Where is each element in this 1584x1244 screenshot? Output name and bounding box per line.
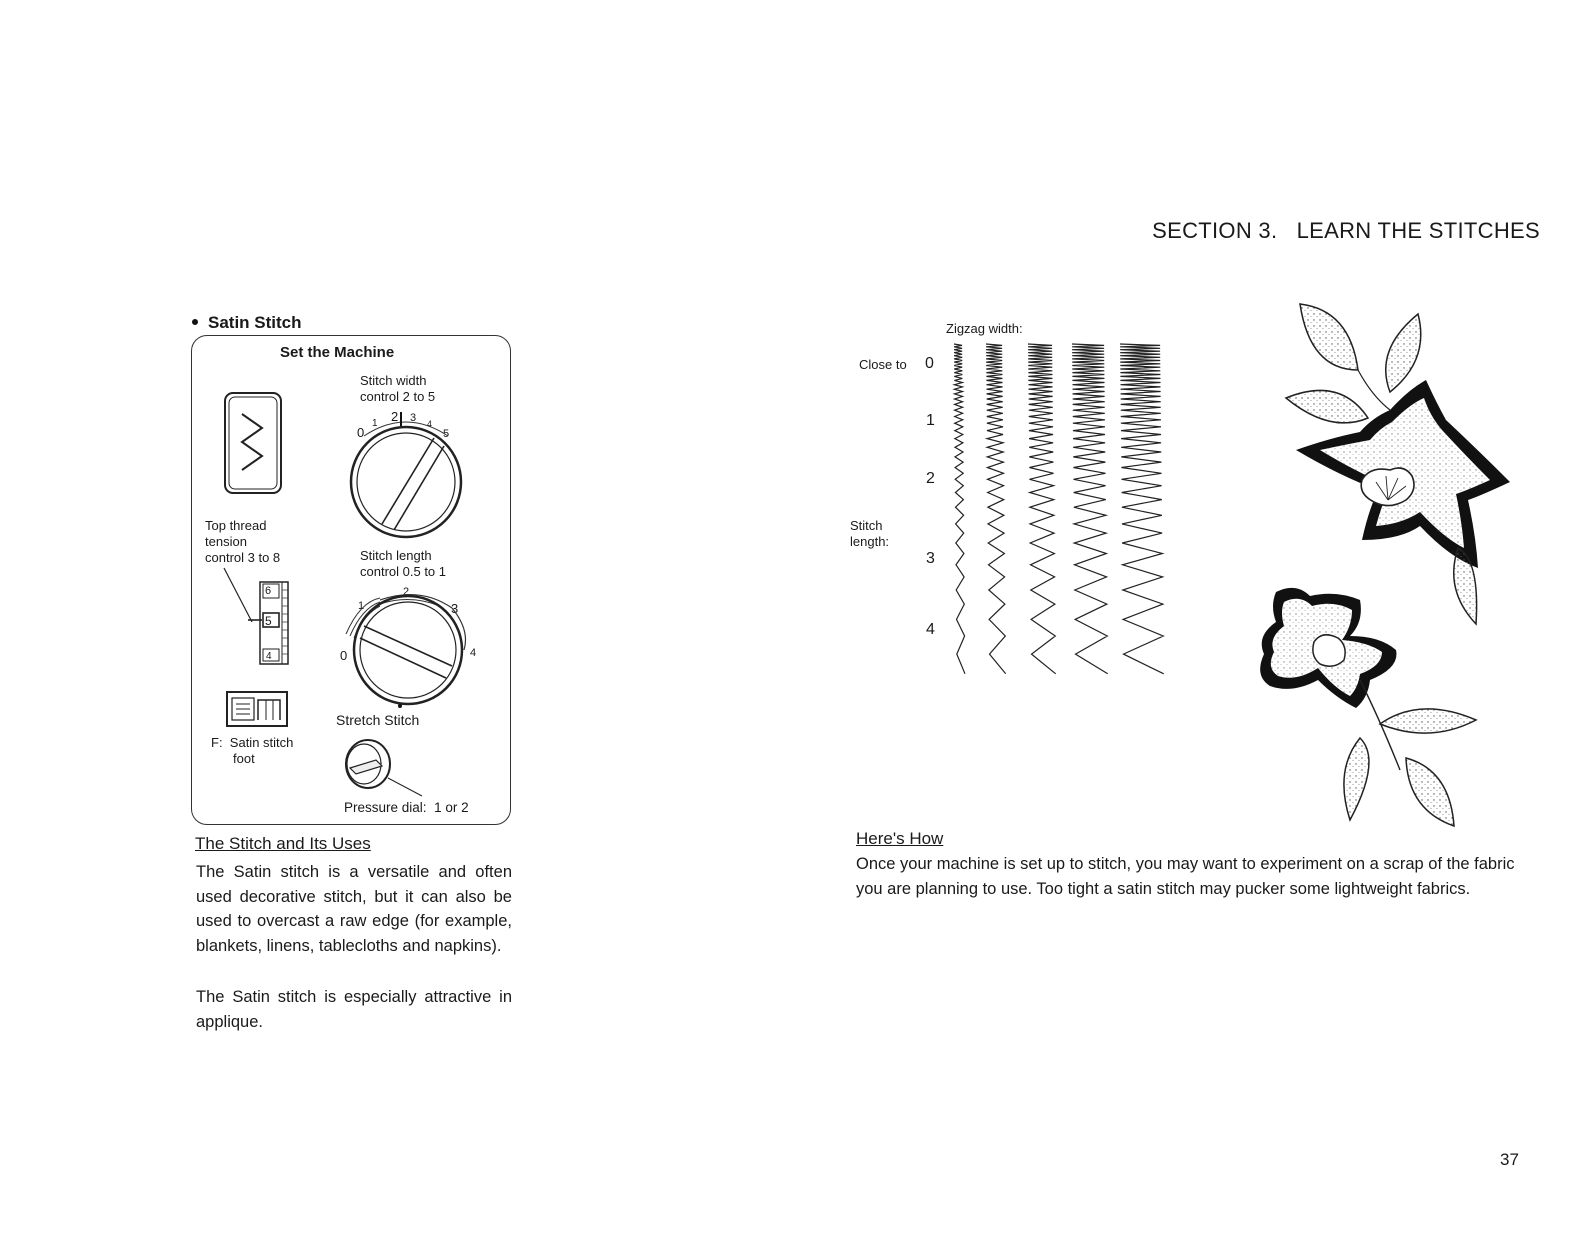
heading-text: Satin Stitch [208,313,302,332]
length-mark-0: 0 [340,648,348,663]
set-machine-title: Set the Machine [280,344,395,361]
uses-heading: The Stitch and Its Uses [195,834,371,853]
uses-paragraph-1: The Satin stitch is a versatile and often used decorative stitch, but it can also be used to overcast a raw edge (for example, blankets, linens, tablecloths and napkins). [196,863,512,955]
foot-label-2: foot [233,751,255,766]
section-header [1100,218,1540,244]
foot-label: F: Satin stitch [211,735,294,750]
width-mark-5: 5 [443,428,450,440]
length-mark-4: 4 [470,647,477,659]
length-row-4: 4 [926,621,935,638]
how-heading: Here's How [856,829,944,848]
length-row-0: 0 [925,355,934,372]
width-mark-0: 0 [357,425,365,440]
tension-control-icon [222,566,294,666]
width-mark-3: 3 [410,412,417,424]
tension-label: Top thread tension control 3 to 8 [205,518,281,565]
tension-number-6: 6 [265,585,272,597]
satin-stitch-heading [192,313,302,333]
length-row-1: 1 [926,412,935,429]
stitch-width-dial-icon [348,412,464,538]
how-paragraph: Once your machine is set up to stitch, you may want to experiment on a scrap of the fabric you are planning to use. Too tight a satin stitch may pucker some lightweight fabrics. [856,855,1515,898]
stitch-length-dial-icon [340,590,470,710]
length-mark-1: 1 [358,600,365,612]
tension-number-4: 4 [266,651,272,662]
presser-foot-icon [226,690,288,728]
zigzag-width-label: Zigzag width: [946,321,1023,336]
length-row-3: 3 [926,550,935,567]
width-mark-4: 4 [427,419,433,429]
pressure-label: Pressure dial: 1 or 2 [344,800,469,815]
stitch-length-axis-label: Stitch length: [850,518,890,549]
bullet-icon [192,319,198,325]
length-row-2: 2 [926,470,935,487]
zigzag-sample-4 [1072,344,1108,674]
uses-paragraph-2: The Satin stitch is especially attractive in applique. [196,988,512,1031]
stretch-stitch-label: Stretch Stitch [336,712,420,728]
zigzag-sample-3 [1028,344,1056,674]
pressure-dial-icon [336,736,446,800]
flower-applique-illustration [1240,300,1520,830]
width-mark-2: 2 [391,409,399,424]
stitch-width-label: Stitch width control 2 to 5 [360,373,436,404]
section-number: SECTION 3. [1152,218,1278,243]
length-mark-2: 2 [403,586,410,598]
tension-number-5: 5 [265,614,272,628]
length-mark-3: 3 [451,601,459,616]
zigzag-sample-1 [954,344,965,674]
zigzag-sample-5 [1120,344,1164,674]
stitch-length-label: Stitch length control 0.5 to 1 [360,548,446,579]
stitch-samples-graphic [940,340,1180,695]
section-title: LEARN THE STITCHES [1296,218,1540,243]
zigzag-pattern-icon [224,392,282,494]
zigzag-sample-2 [986,344,1006,674]
close-to-label: Close to [859,357,907,372]
width-mark-1: 1 [372,418,378,429]
page-number: 37 [1500,1150,1519,1169]
